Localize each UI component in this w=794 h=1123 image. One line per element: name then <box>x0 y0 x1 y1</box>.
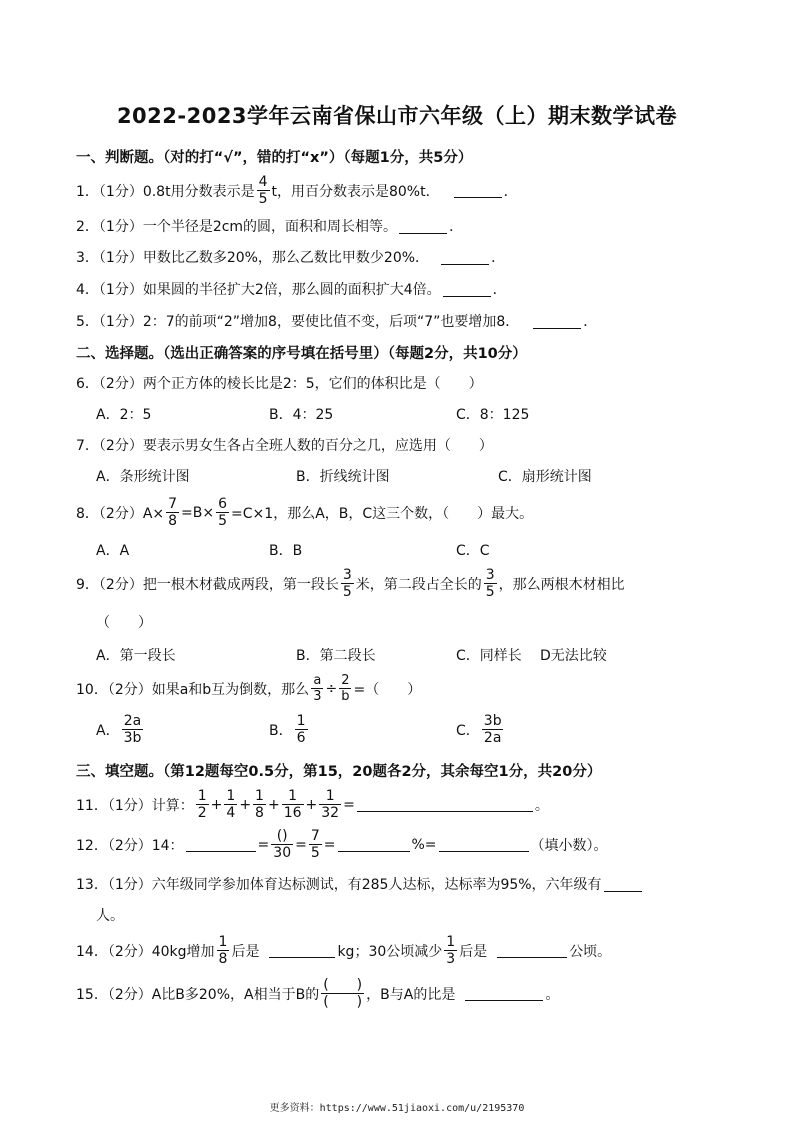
q10-option-c-num: 3b <box>483 713 502 729</box>
q3-answer-blank[interactable] <box>441 250 489 265</box>
question-12 <box>76 829 608 860</box>
q10-frac2-num: 2 <box>341 673 350 688</box>
q9-option-d[interactable]: D无法比较 <box>540 648 607 664</box>
q9-frac2-den: 5 <box>485 584 495 600</box>
q9-text-b: 米，第二段占全长的 <box>355 576 482 593</box>
q10-frac1-den: 3 <box>313 689 322 704</box>
q13-tail: 人。 <box>96 908 124 924</box>
q5-answer-blank[interactable] <box>533 314 581 329</box>
question-9 <box>76 568 625 599</box>
q8-text-a: 8．（2分）A× <box>76 505 165 522</box>
q1-frac-num: 4 <box>258 174 268 190</box>
q4-answer-blank[interactable] <box>443 282 491 297</box>
q10-text-b: =（ ） <box>353 681 422 698</box>
question-7 <box>76 435 493 455</box>
q10-frac1-num: a <box>313 673 322 688</box>
q15-frac-num-blank[interactable]: ( ) <box>323 977 363 993</box>
q14-blank-1[interactable] <box>269 943 335 958</box>
question-3 <box>76 247 505 267</box>
q1-text-b: t，用百分数表示是80%t． <box>271 183 440 200</box>
q15-fraction-blank[interactable] <box>321 978 364 1009</box>
q8-option-c[interactable]: C．C <box>456 543 490 559</box>
q14-text-b: 后是 <box>231 943 260 960</box>
q1-frac-den: 5 <box>258 191 268 207</box>
q11-frac1-den: 2 <box>197 805 207 821</box>
q14-fraction-1 <box>217 935 230 966</box>
q8-option-a[interactable]: A．A <box>96 543 130 559</box>
q1-fraction <box>257 175 270 206</box>
q8-frac1-den: 8 <box>168 513 178 529</box>
q10-option-b[interactable] <box>269 714 310 745</box>
q8-text-b: =B× <box>181 504 215 521</box>
q11-end: 。 <box>534 797 549 814</box>
q10-option-a-label: A． <box>96 722 120 739</box>
q10-option-b-fraction <box>295 714 308 745</box>
q12-fraction-2 <box>309 829 322 860</box>
q9-text-c: ，那么两根木材相比 <box>498 576 625 593</box>
page-title: 2022-2023学年云南省保山市六年级（上）期末数学试卷 <box>116 104 678 128</box>
q10-operator: ÷ <box>325 680 338 697</box>
q7-option-b[interactable]: B．折线统计图 <box>296 469 390 485</box>
q11-text: 11．（1分）计算： <box>76 797 194 814</box>
q9-option-a[interactable]: A．第一段长 <box>96 648 176 664</box>
q11-frac-3 <box>253 789 266 820</box>
q10-option-b-den: 6 <box>296 730 306 746</box>
q6-text: 6．（2分）两个正方体的棱长比是2：5，它们的体积比是（ ） <box>76 376 483 392</box>
question-15 <box>76 978 559 1009</box>
q12-text: 12．（2分）14： <box>76 837 184 854</box>
q5-end: ． <box>583 314 598 330</box>
q8-frac2-den: 5 <box>218 513 228 529</box>
question-13 <box>76 874 644 894</box>
question-1 <box>76 175 518 206</box>
q7-option-a[interactable]: A．条形统计图 <box>96 469 190 485</box>
q2-answer-blank[interactable] <box>399 219 447 234</box>
q11-frac5-den: 32 <box>321 805 340 821</box>
q5-text: 5．（1分）2：7的前项“2”增加8，要使比值不变，后项“7”也要增加8． <box>76 314 520 330</box>
q1-end: ． <box>503 183 518 200</box>
q12-frac1-num: () <box>276 828 288 844</box>
q14-frac1-num: 1 <box>218 934 228 950</box>
q6-option-a[interactable]: A．2：5 <box>96 407 152 423</box>
q9-paren: （ ） <box>96 615 152 631</box>
q2-text: 2．（1分）一个半径是2cm的圆，面积和周长相等。 <box>76 219 398 235</box>
q11-frac3-num: 1 <box>255 788 264 804</box>
q11-frac-4 <box>282 789 304 820</box>
q9-frac2-num: 3 <box>485 567 495 583</box>
q11-frac-5 <box>319 789 341 820</box>
q11-frac2-den: 4 <box>226 805 236 821</box>
q9-text-a: 9．（2分）把一根木材截成两段，第一段长 <box>76 576 339 593</box>
q10-option-b-label: B． <box>269 722 293 739</box>
q12-equals-3: = <box>323 836 336 853</box>
q12-equals-1: = <box>257 836 270 853</box>
q8-fraction-1 <box>166 497 179 528</box>
q12-frac1-den: 30 <box>273 845 292 861</box>
q14-text-e: 公顷。 <box>569 943 612 960</box>
q10-option-a[interactable] <box>96 714 145 745</box>
q11-frac5-num: 1 <box>325 788 335 804</box>
q10-fraction-1 <box>311 674 323 703</box>
question-8 <box>76 497 533 528</box>
q12-frac2-num: 7 <box>310 828 320 844</box>
q9-fraction-2 <box>484 568 497 599</box>
q4-end: ． <box>492 282 507 298</box>
q10-option-a-num: 2a <box>123 713 142 729</box>
question-11 <box>76 789 549 820</box>
q14-fraction-2 <box>444 935 457 966</box>
q9-frac1-den: 5 <box>342 584 352 600</box>
q9-fraction-1 <box>341 568 354 599</box>
q12-fraction-1 <box>271 829 293 860</box>
q9-option-c[interactable]: C．同样长 <box>456 648 522 664</box>
q15-blank[interactable] <box>465 986 543 1001</box>
q15-text-a: 15．（2分）A比B多20%，A相当于B的 <box>76 986 320 1003</box>
q12-blank-1[interactable] <box>186 837 256 852</box>
q14-frac1-den: 8 <box>218 951 228 967</box>
q1-answer-blank[interactable] <box>454 183 502 198</box>
q3-end: ． <box>491 250 506 266</box>
q11-plus-3: + <box>267 796 280 813</box>
q3-text: 3．（1分）甲数比乙数多20%，那么乙数比甲数少20%． <box>76 250 430 266</box>
q11-answer-blank[interactable] <box>357 797 533 812</box>
q10-option-c[interactable] <box>456 714 506 745</box>
q12-blank-2[interactable] <box>338 837 410 852</box>
q14-frac2-num: 1 <box>446 934 456 950</box>
q14-frac2-den: 3 <box>446 951 456 967</box>
q12-end: （填小数）。 <box>530 837 608 854</box>
q11-frac4-den: 16 <box>283 805 302 821</box>
q14-text-a: 14．（2分）40kg增加 <box>76 943 215 960</box>
q10-fraction-2 <box>339 674 351 703</box>
question-5 <box>76 311 597 331</box>
section-3-heading: 三、填空题。（第12题每空0.5分，第15，20题各2分，其余每空1分，共20分） <box>76 764 602 780</box>
q10-option-a-fraction <box>122 714 144 745</box>
q15-end: 。 <box>545 986 560 1003</box>
q8-frac1-num: 7 <box>168 496 178 512</box>
q9-option-b[interactable]: B．第二段长 <box>296 648 376 664</box>
footer-link[interactable]: 更多资料：https://www.51jiaoxi.com/u/2195370 <box>269 1103 525 1114</box>
q11-frac4-num: 1 <box>288 788 298 804</box>
q12-percent: %= <box>411 836 437 853</box>
q10-option-a-den: 3b <box>123 730 142 746</box>
q10-frac2-den: b <box>341 689 350 704</box>
q2-end: ． <box>449 219 464 235</box>
q8-text-c: =C×1，那么A，B，C这三个数，（ ）最大。 <box>231 505 534 522</box>
q10-option-c-den: 2a <box>483 730 502 746</box>
q10-option-b-num: 1 <box>296 713 306 729</box>
question-10 <box>76 674 421 703</box>
q11-frac-2 <box>224 789 237 820</box>
q12-equals-2: = <box>295 836 307 853</box>
q11-plus-4: + <box>305 796 318 813</box>
q4-text: 4．（1分）如果圆的半径扩大2倍，那么圆的面积扩大4倍。 <box>76 282 441 298</box>
q8-frac2-num: 6 <box>218 496 228 512</box>
q11-plus-1: + <box>210 796 223 813</box>
q13-text: 13．（1分）六年级同学参加体育达标测试，有285人达标，达标率为95%，六年级有 <box>76 877 602 893</box>
q7-option-c[interactable]: C．扇形统计图 <box>498 469 592 485</box>
q10-option-c-label: C． <box>456 722 480 739</box>
q11-plus-2: + <box>239 796 252 813</box>
q8-option-b[interactable]: B．B <box>269 543 303 559</box>
q6-option-b[interactable]: B．4：25 <box>269 407 334 423</box>
q14-blank-2[interactable] <box>497 943 567 958</box>
q12-blank-3[interactable] <box>439 837 529 852</box>
q6-option-c[interactable]: C．8：125 <box>456 407 530 423</box>
question-4 <box>76 279 507 299</box>
section-1-heading: 一、判断题。（对的打“√”，错的打“x”）（每题1分，共5分） <box>76 150 473 166</box>
q15-frac-den-blank[interactable]: ( ) <box>323 994 363 1010</box>
question-6 <box>76 373 483 393</box>
q7-text: 7．（2分）要表示男女生各占全班人数的百分之几，应选用（ ） <box>76 438 493 454</box>
q11-frac-1 <box>196 789 209 820</box>
q11-frac2-num: 1 <box>226 788 236 804</box>
q12-frac2-den: 5 <box>310 845 320 861</box>
q13-blank[interactable] <box>604 877 642 892</box>
q11-equals: = <box>343 796 355 813</box>
q10-text-a: 10．（2分）如果a和b互为倒数，那么 <box>76 681 310 698</box>
q1-text-a: 1．（1分）0.8t用分数表示是 <box>76 183 255 200</box>
question-14 <box>76 935 611 966</box>
section-2-heading: 二、选择题。（选出正确答案的序号填在括号里）（每题2分，共10分） <box>76 346 527 362</box>
q10-option-c-fraction <box>482 714 504 745</box>
q14-text-c: kg；30公顷减少 <box>337 943 443 960</box>
q9-frac1-num: 3 <box>342 567 352 583</box>
q11-frac3-den: 8 <box>255 805 264 821</box>
q11-frac1-num: 1 <box>197 788 207 804</box>
question-2 <box>76 216 463 236</box>
q15-text-b: ，B与A的比是 <box>366 986 456 1003</box>
q14-text-d: 后是 <box>459 943 488 960</box>
q8-fraction-2 <box>216 497 229 528</box>
